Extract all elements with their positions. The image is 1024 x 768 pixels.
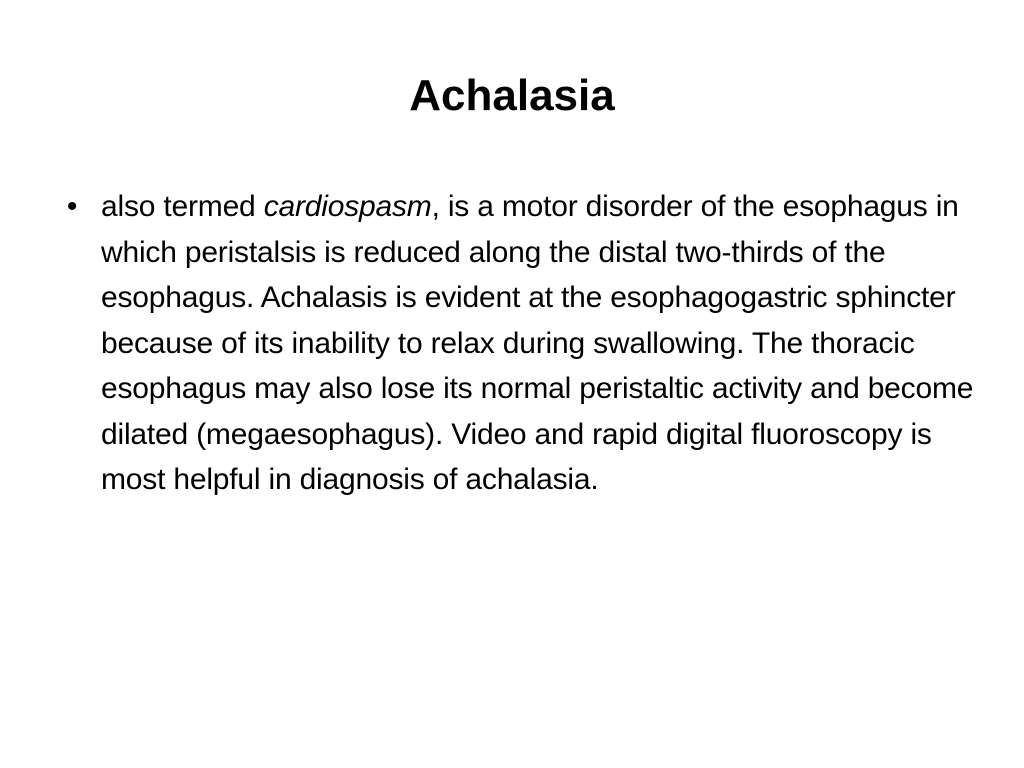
slide-title: Achalasia bbox=[409, 71, 615, 120]
bullet-list bbox=[0, 184, 1024, 503]
bullet-body-text: , is a motor disorder of the esophagus in which peristalsis is reduced along the distal two-thirds of the esophagus. Achalasis is evident at the esophagogastric sphincter because of its inability to relax during swallowing. The thoracic esophagus may also lose its normal peristaltic activity and become dilated (megaesophagus). Video and rapid digital fluoroscopy is most helpful in diagnosis of achalasia. bbox=[101, 190, 974, 496]
bullet-item bbox=[0, 184, 1024, 503]
emphasized-term: cardiospasm bbox=[263, 190, 432, 223]
bullet-prefix-text: also termed bbox=[101, 190, 264, 223]
bullet-text bbox=[101, 190, 973, 496]
bullet-marker: • bbox=[66, 190, 78, 223]
